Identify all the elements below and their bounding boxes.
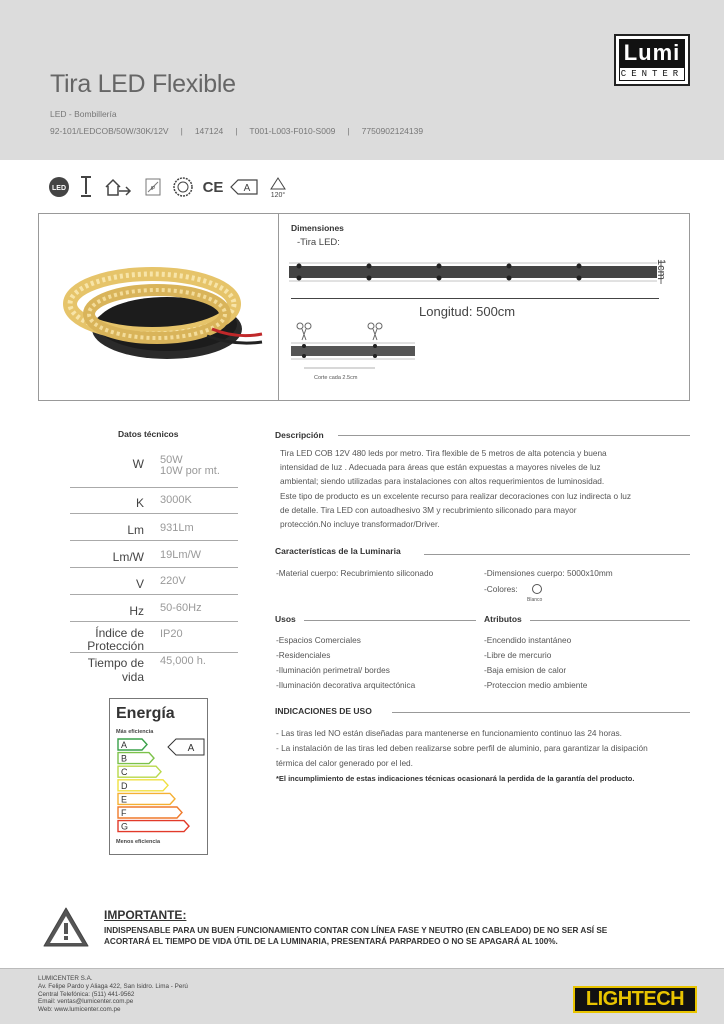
- descripcion-line: ambiental; siendo utilizadas para instalaciones con altos requerimientos de luminosidad.: [280, 476, 605, 487]
- energy-class-letter: C: [121, 767, 128, 778]
- address-line: Central Telefónica: (511) 441-9562: [38, 990, 135, 998]
- indicaciones-text: [276, 726, 700, 771]
- energy-rating-letter: A: [187, 743, 195, 754]
- company-address: [38, 975, 188, 1014]
- length-label: Longitud: 500cm: [419, 304, 516, 319]
- code-ean: 7750902124139: [361, 126, 424, 136]
- colores-label: -Colores:: [484, 584, 518, 594]
- tech-label: W: [132, 457, 144, 471]
- important-line: ACORTARÁ EL TIEMPO DE VIDA ÚTIL DE LA LUMINARIA, PRESENTARÁ PARPARDEO O NO SE APAGARÁ AL 100%.: [104, 937, 558, 946]
- tech-value: 3000K: [160, 494, 192, 506]
- product-title: Tira LED Flexible: [50, 70, 236, 98]
- lightech-logo: LIGHTECH: [573, 986, 697, 1013]
- tech-value: 50W: [160, 454, 183, 466]
- tech-row-lm: [70, 514, 238, 541]
- energy-less-efficient: Menos eficiencia: [116, 839, 161, 845]
- atributos-list: [484, 633, 587, 693]
- important-text: [104, 925, 704, 947]
- house-arrow-icon: [104, 176, 132, 198]
- energy-title: Energía: [116, 705, 175, 722]
- usos-title: Usos: [275, 614, 296, 624]
- indicaciones-line: térmica del calor generado por el led.: [276, 758, 413, 768]
- descripcion-line: Tira LED COB 12V 480 leds por metro. Tira flexible de 5 metros de alta potencia y buena: [280, 448, 607, 458]
- tech-value: IP20: [160, 628, 183, 640]
- tech-row-lmw: [70, 541, 238, 568]
- address-line: Web: www.lumicenter.com.pe: [38, 1006, 121, 1014]
- address-line: Av. Felipe Pardo y Aliaga 422, San Isidro. Lima - Perú: [38, 982, 188, 990]
- atributos-item: -Encendido instantáneo: [484, 635, 572, 645]
- energy-class-letter: A: [121, 740, 128, 750]
- dimensions-title: Dimensiones: [291, 223, 344, 233]
- important-title: IMPORTANTE:: [104, 908, 187, 922]
- usos-rule: [304, 620, 476, 621]
- descripcion-rule: [338, 435, 690, 436]
- warranty-warning: *El incumplimiento de estas indicaciones técnicas ocasionará la perdida de la garantía del producto.: [276, 774, 635, 783]
- led-icon-label: LED: [52, 185, 66, 192]
- angle-label: 120°: [270, 191, 286, 199]
- product-category: LED - Bombillería: [50, 109, 117, 119]
- energy-class-b: [118, 753, 154, 764]
- tech-label: Lm: [127, 523, 144, 537]
- code-family: T001-L003-F010-S009: [249, 126, 336, 136]
- tech-value: 45,000 h.: [160, 655, 206, 667]
- energy-class-letter: E: [121, 794, 128, 805]
- indicaciones-line: - Las tiras led NO están diseñadas para mantenerse en funcionamiento continuo las 24 horas.: [276, 728, 622, 738]
- important-line: INDISPENSABLE PARA UN BUEN FUNCIONAMIENTO CONTAR CON LÍNEA FASE Y NEUTRO (EN CABLEADO) DE NO SER ASÍ SE: [104, 926, 608, 935]
- tech-row-ip: [70, 622, 238, 653]
- energy-class-a: [118, 739, 147, 750]
- certification-icons: [48, 172, 348, 202]
- lamp-icon: [78, 176, 94, 198]
- product-codes: 92-101/LEDCOB/50W/30K/12V | 147124 | T001-L003-F010-S009 | 7750902124139: [50, 126, 424, 136]
- usos-item: -Espacios Comerciales: [276, 635, 361, 645]
- descripcion-title: Descripción: [275, 430, 324, 440]
- indicaciones-line: - La instalación de las tiras led deben realizarse sobre perfil de aluminio, para garantizar la disipación: [276, 743, 648, 753]
- rohs-icon: [172, 176, 194, 198]
- cut-diagram: [291, 322, 421, 374]
- tech-value: 50-60Hz: [160, 602, 202, 614]
- code-sku: 147124: [194, 126, 224, 136]
- descripcion-line: Este tipo de producto es un excelente recurso para realizar decoraciones con luz indirecta o luz: [280, 490, 631, 501]
- descripcion-line: protección.No incluye transformador/Driver.: [280, 519, 440, 530]
- lumicenter-logo: [614, 34, 690, 86]
- energy-class-letter: F: [121, 808, 127, 818]
- important-notice: [40, 905, 700, 955]
- tech-label-2: Protección: [87, 639, 144, 653]
- energy-class-e: [118, 793, 175, 804]
- descripcion-text: [280, 446, 700, 531]
- ce-icon: CE: [202, 178, 224, 196]
- tech-value-2: 10W por mt.: [160, 465, 220, 477]
- address-line: Email: ventas@lumicenter.com.pe: [38, 998, 134, 1006]
- atributos-item: -Baja emision de calor: [484, 665, 567, 675]
- energy-class-d: [118, 780, 168, 791]
- material-text: -Material cuerpo: Recubrimiento siliconado: [276, 568, 434, 578]
- tech-value: 19Lm/W: [160, 549, 201, 561]
- energy-class-letter: G: [121, 821, 129, 832]
- usos-item: -Iluminación perimetral/ bordes: [276, 665, 390, 675]
- energy-rating-arrow: [168, 739, 204, 755]
- tech-value: 931Lm: [160, 522, 194, 534]
- energy-more-efficient: Más eficiencia: [116, 729, 154, 735]
- warning-icon: [42, 905, 90, 949]
- code-model: 92-101/LEDCOB/50W/30K/12V: [50, 126, 169, 136]
- length-line: [291, 298, 659, 299]
- energy-class-icon: [230, 176, 258, 198]
- energy-class-letter: A: [243, 183, 251, 194]
- address-line: LUMICENTER S.A.: [38, 975, 93, 982]
- angle-icon: [266, 172, 290, 202]
- descripcion-line: intensidad de luz . Adecuada para áreas que están expuestas a mayores niveles de luz: [280, 462, 601, 473]
- logo-top: Lumi: [619, 39, 685, 67]
- tech-row-k: [70, 488, 238, 514]
- tech-data-title: Datos técnicos: [118, 429, 179, 439]
- tech-label: Hz: [129, 604, 144, 618]
- descripcion-line: de detalle. Tira LED con autoadhesivo 3M y recubrimiento siliconado para mayor: [280, 504, 577, 515]
- energy-bars: [110, 737, 207, 847]
- svg-text:IP: IP: [150, 186, 156, 192]
- indicaciones-rule: [392, 712, 690, 713]
- energy-class-c: [118, 766, 161, 777]
- tech-row-v: [70, 568, 238, 595]
- color-name: Blanco: [527, 597, 543, 603]
- logo-bottom: CENTER: [620, 69, 684, 79]
- width-label: 1cm: [655, 259, 667, 280]
- tech-label: Tiempo de vida: [87, 656, 144, 684]
- tech-label: V: [135, 577, 144, 591]
- tech-label: Lm/W: [112, 550, 144, 564]
- led-strip-photo: [57, 244, 267, 374]
- atributos-item: -Proteccion medio ambiente: [484, 680, 588, 690]
- tech-label: Índice de: [95, 626, 144, 640]
- tech-row-vida: [70, 653, 238, 684]
- cut-label: Corte cada 2.5cm: [314, 375, 358, 381]
- indicaciones-title: INDICACIONES DE USO: [275, 706, 372, 716]
- caracteristicas-title: Características de la Luminaria: [275, 546, 401, 556]
- ip-icon: [144, 176, 162, 198]
- energy-class-letter: D: [121, 780, 128, 791]
- product-image-box: [38, 213, 690, 401]
- atributos-rule: [530, 620, 690, 621]
- atributos-item: -Libre de mercurio: [484, 650, 552, 660]
- usos-item: -Residenciales: [276, 650, 331, 660]
- led-icon: [48, 176, 70, 198]
- box-divider: [278, 214, 279, 400]
- color-swatch-white: [532, 584, 542, 594]
- tech-row-w: [70, 448, 238, 488]
- caracteristicas-rule: [424, 554, 690, 555]
- tech-label: K: [135, 496, 144, 510]
- atributos-title: Atributos: [484, 614, 522, 624]
- energy-class-g: [118, 821, 189, 832]
- usos-list: [276, 633, 415, 693]
- energy-class-letter: B: [121, 753, 128, 764]
- usos-item: -Iluminación decorativa arquitectónica: [276, 680, 416, 690]
- tech-value: 220V: [160, 575, 186, 587]
- strip-diagram: [289, 258, 669, 288]
- tech-row-hz: [70, 595, 238, 622]
- energy-class-f: [118, 807, 182, 818]
- energy-label: [109, 698, 208, 855]
- dimensions-subtitle: -Tira LED:: [297, 237, 340, 248]
- body-dimensions: -Dimensiones cuerpo: 5000x10mm: [484, 568, 613, 578]
